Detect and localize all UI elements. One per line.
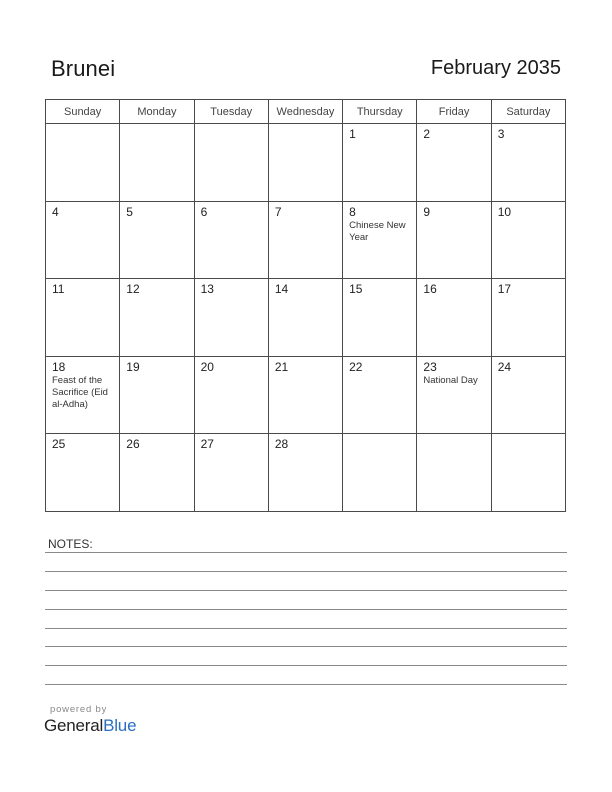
brand-general: General [44, 716, 104, 735]
day-number: 28 [274, 437, 289, 452]
weekday-header: Wednesday [268, 100, 342, 124]
day-number: 1 [349, 127, 356, 141]
day-cell [268, 201, 342, 279]
day-cell [194, 279, 268, 357]
day-number: 15 [349, 282, 363, 297]
day-number: 20 [200, 359, 214, 374]
day-number: 24 [497, 359, 512, 374]
day-cell [194, 434, 268, 512]
day-cell [46, 124, 120, 202]
day-number: 22 [349, 359, 363, 374]
day-cell [120, 124, 194, 202]
day-cell [417, 356, 491, 434]
day-cell [491, 279, 565, 357]
day-cell [46, 201, 120, 279]
day-number: 12 [126, 282, 140, 297]
day-cell [268, 356, 342, 434]
day-number: 17 [497, 282, 512, 297]
powered-by-text: powered by [50, 704, 108, 715]
note-line [45, 684, 567, 685]
day-number: 21 [274, 359, 289, 374]
month-year-title: February 2035 [430, 57, 561, 79]
day-number: 5 [126, 204, 133, 219]
holiday-label: Chinese New Year [349, 219, 406, 243]
note-line [45, 590, 567, 591]
country-title: Brunei [51, 56, 116, 81]
note-line [45, 609, 567, 610]
day-number: 27 [200, 437, 214, 452]
weekday-header-row [46, 100, 566, 124]
weekday-header: Friday [417, 100, 491, 124]
note-line [45, 665, 567, 666]
day-cell [120, 201, 194, 279]
day-cell [417, 279, 491, 357]
note-line [45, 571, 567, 572]
day-cell [120, 434, 194, 512]
day-cell [417, 434, 491, 512]
day-number: 13 [200, 282, 214, 297]
day-cell [194, 124, 268, 202]
day-cell [194, 201, 268, 279]
day-cell [194, 356, 268, 434]
day-cell [268, 124, 342, 202]
day-number: 19 [126, 359, 140, 374]
day-number: 18 [52, 359, 66, 374]
day-number: 3 [497, 127, 505, 141]
day-number: 16 [423, 282, 437, 297]
day-number: 26 [126, 437, 140, 452]
day-cell [491, 356, 565, 434]
brand-blue: Blue [103, 716, 137, 735]
day-cell [491, 124, 565, 202]
day-cell [343, 201, 417, 279]
day-cell [268, 279, 342, 357]
day-number: 14 [274, 282, 289, 297]
day-number: 2 [423, 127, 431, 141]
holiday-label: Feast of the Sacrifice (Eid al-Adha) [52, 374, 108, 410]
weekday-header: Monday [120, 100, 194, 124]
day-cell [417, 201, 491, 279]
week-row [46, 356, 566, 434]
week-row [46, 279, 566, 357]
day-cell [491, 434, 565, 512]
day-number: 7 [274, 204, 282, 219]
day-cell [343, 356, 417, 434]
day-cell [120, 356, 194, 434]
day-number: 25 [52, 437, 66, 452]
day-cell [343, 279, 417, 357]
day-cell [343, 434, 417, 512]
day-number: 4 [52, 204, 59, 219]
calendar-grid [45, 99, 566, 512]
week-row [46, 201, 566, 279]
day-number: 10 [497, 204, 512, 219]
day-cell [343, 124, 417, 202]
week-row [46, 124, 566, 202]
note-line [45, 552, 567, 553]
weekday-header: Thursday [343, 100, 417, 124]
weekday-header: Saturday [491, 100, 565, 124]
day-number: 6 [200, 204, 208, 219]
day-cell [46, 434, 120, 512]
generalblue-logo [44, 716, 136, 736]
note-line [45, 628, 567, 629]
day-number: 23 [423, 359, 437, 374]
notes-label: NOTES: [48, 537, 93, 551]
day-cell [417, 124, 491, 202]
note-line [45, 646, 567, 647]
day-cell [46, 279, 120, 357]
day-cell [46, 356, 120, 434]
day-cell [268, 434, 342, 512]
day-cell [120, 279, 194, 357]
day-number: 8 [349, 204, 356, 219]
weekday-header: Tuesday [194, 100, 268, 124]
day-cell [491, 201, 565, 279]
week-row [46, 434, 566, 512]
day-number: 9 [423, 204, 431, 219]
weekday-header: Sunday [46, 100, 120, 124]
holiday-label: National Day [423, 374, 478, 386]
day-number: 11 [52, 282, 65, 297]
